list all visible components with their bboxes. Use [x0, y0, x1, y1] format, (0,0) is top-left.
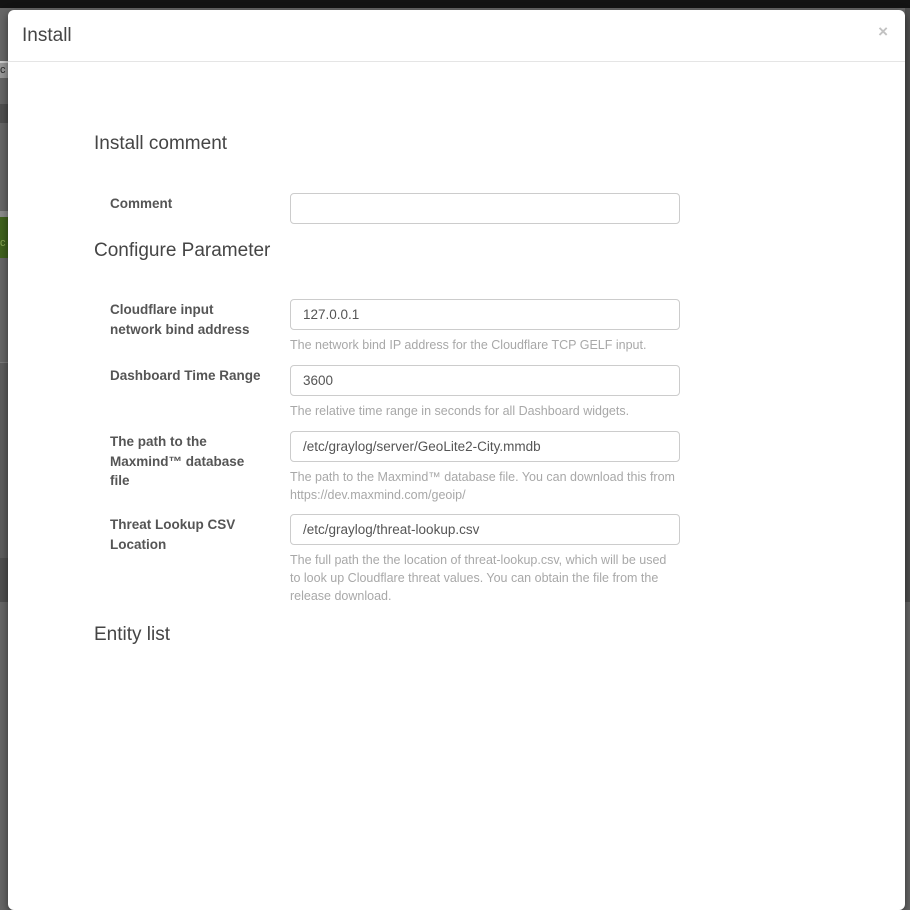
configure-parameter-heading: Configure Parameter — [94, 240, 271, 261]
install-modal — [8, 10, 905, 910]
threat-lookup-csv-input[interactable] — [290, 514, 680, 545]
maxmind-database-path-input[interactable] — [290, 431, 680, 462]
cloudflare-bind-address-input[interactable] — [290, 299, 680, 330]
parameter-help-text: The relative time range in seconds for all Dashboard widgets. — [290, 404, 630, 418]
dimmed-page-block — [0, 104, 8, 123]
dimmed-page-block — [0, 363, 8, 558]
close-icon[interactable]: × — [878, 22, 888, 41]
parameter-label: Dashboard Time Range — [110, 368, 261, 383]
parameter-label: Cloudflare input network bind address — [110, 302, 250, 337]
parameter-help-text: The path to the Maxmind™ database file. You can download this from https://dev.maxmind.com/geoip/ — [290, 470, 675, 503]
comment-input[interactable] — [290, 193, 680, 224]
dimmed-green-button: c — [0, 217, 8, 258]
modal-title: Install — [22, 25, 72, 46]
comment-label: Comment — [110, 196, 173, 211]
modal-header — [8, 10, 905, 62]
install-comment-heading: Install comment — [94, 133, 228, 154]
parameter-help-text: The network bind IP address for the Cloudflare TCP GELF input. — [290, 338, 647, 352]
dimmed-page-block — [0, 558, 8, 602]
dimmed-page-right-strip — [905, 8, 910, 602]
parameter-label: The path to the Maxmind™ database file — [110, 434, 245, 489]
page-top-navbar — [0, 0, 910, 8]
entity-list-heading: Entity list — [94, 624, 171, 645]
dimmed-page-clipped-text: c — [0, 63, 8, 78]
dashboard-time-range-input[interactable] — [290, 365, 680, 396]
parameter-help-text: The full path the the location of threat-lookup.csv, which will be used to look up Cloudflare threat values. You can obtain the file from the release download. — [290, 553, 667, 604]
parameter-label: Threat Lookup CSV Location — [110, 517, 236, 552]
